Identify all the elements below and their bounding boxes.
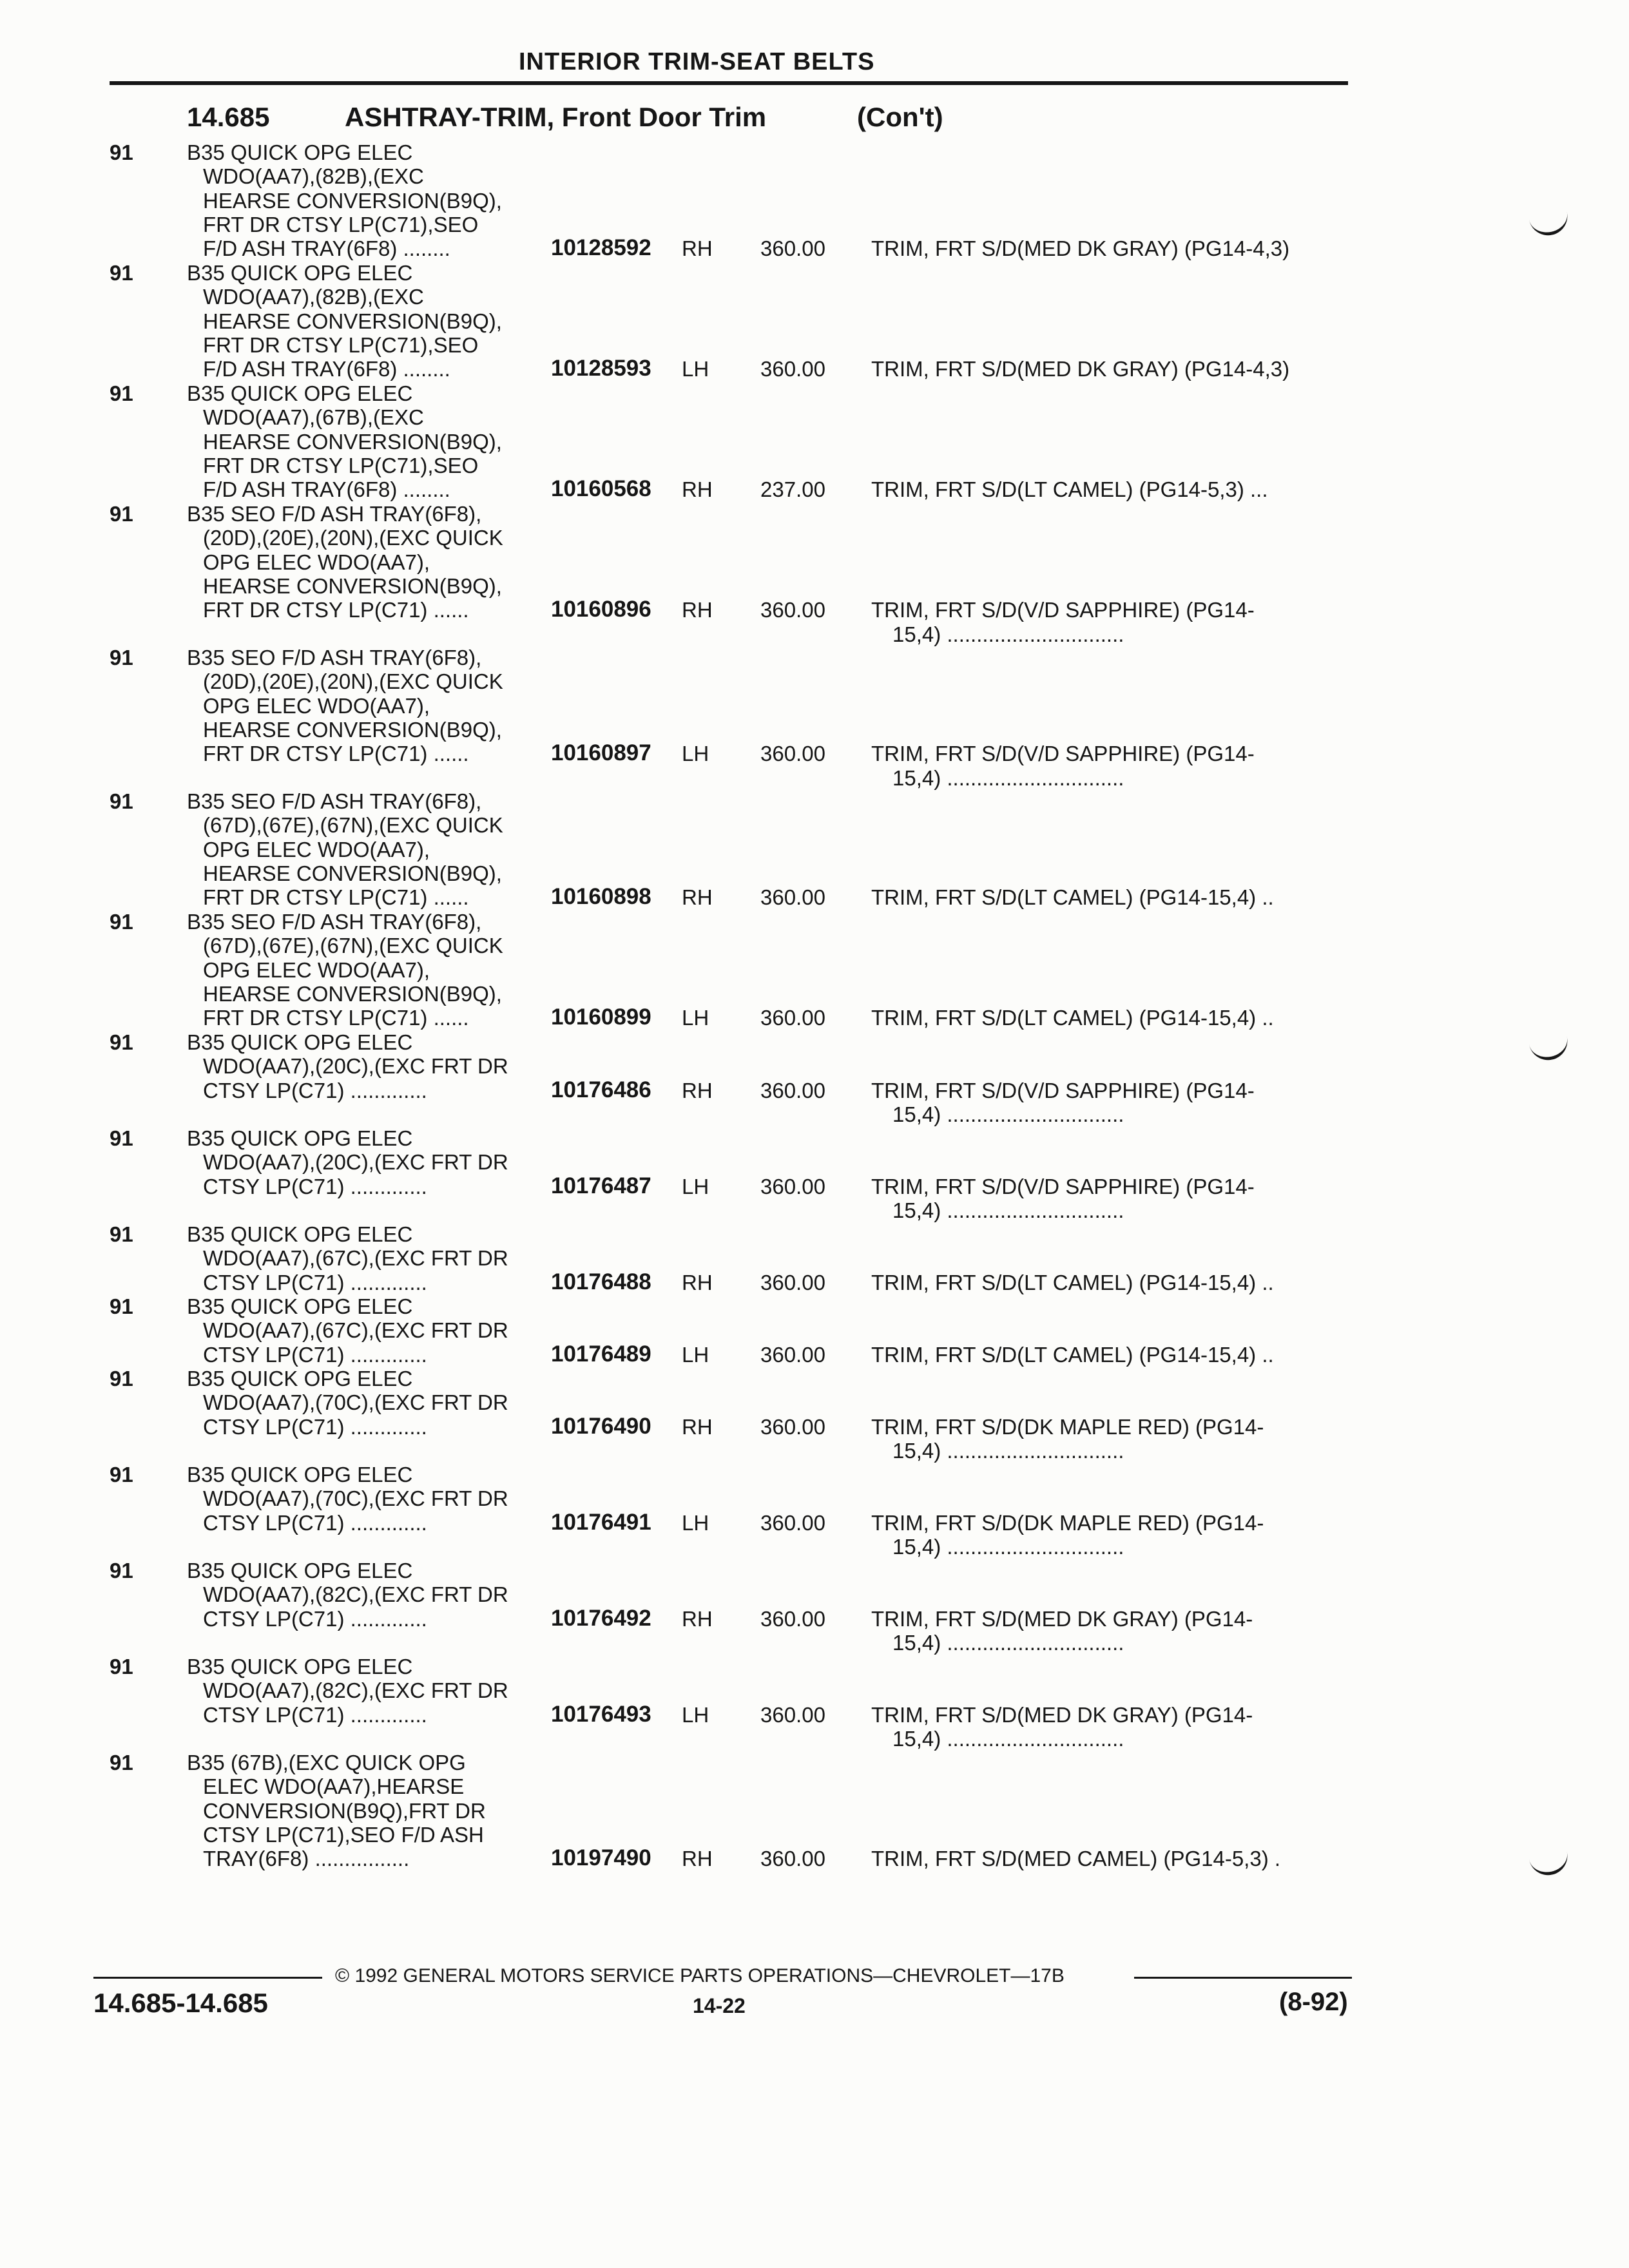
part-price: 360.00 [760, 1414, 825, 1439]
entry-count: 91 [110, 261, 133, 285]
part-remark: 15,4) .............................. [892, 1102, 1124, 1126]
description-line: CTSY LP(C71) ............. [203, 1174, 427, 1198]
part-price: 360.00 [760, 1510, 825, 1535]
part-side: RH [682, 1414, 713, 1439]
part-number: 10160897 [551, 740, 651, 766]
part-price: 360.00 [760, 357, 825, 381]
part-number: 10176490 [551, 1413, 651, 1439]
part-side: RH [682, 477, 713, 502]
description-line: ELEC WDO(AA7),HEARSE [203, 1774, 465, 1799]
part-side: RH [682, 885, 713, 910]
description-line: HEARSE CONVERSION(B9Q), [203, 429, 502, 454]
description-line: WDO(AA7),(20C),(EXC FRT DR [203, 1054, 508, 1079]
description-line: (67D),(67E),(67N),(EXC QUICK [203, 813, 503, 838]
part-number: 10197490 [551, 1845, 651, 1871]
entry-description [187, 261, 502, 381]
part-price: 360.00 [760, 742, 825, 766]
part-remark: TRIM, FRT S/D(V/D SAPPHIRE) (PG14- [871, 1174, 1255, 1198]
entry-count: 91 [110, 140, 133, 164]
description-line: WDO(AA7),(82C),(EXC FRT DR [203, 1582, 508, 1607]
part-side: RH [682, 1606, 713, 1631]
part-number: 10176492 [551, 1605, 651, 1631]
entry-description [187, 1463, 508, 1535]
description-line: CTSY LP(C71) ............. [203, 1702, 427, 1727]
description-line: CTSY LP(C71) ............. [203, 1414, 427, 1439]
part-number: 10160568 [551, 476, 651, 502]
part-side: RH [682, 598, 713, 622]
part-remark: TRIM, FRT S/D(LT CAMEL) (PG14-15,4) .. [871, 1342, 1274, 1367]
description-line: FRT DR CTSY LP(C71) ...... [203, 598, 469, 622]
part-number: 10176493 [551, 1701, 651, 1727]
part-number: 10176486 [551, 1077, 651, 1102]
part-number: 10176487 [551, 1173, 651, 1198]
part-price: 360.00 [760, 236, 825, 261]
description-line: FRT DR CTSY LP(C71),SEO [203, 453, 479, 477]
part-side: LH [682, 742, 709, 766]
description-line: HEARSE CONVERSION(B9Q), [203, 309, 502, 333]
entry-description [187, 910, 503, 1030]
description-line: (67D),(67E),(67N),(EXC QUICK [203, 934, 503, 958]
entry-count: 91 [110, 1655, 133, 1678]
entry-description [187, 1559, 508, 1631]
part-number: 10128593 [551, 356, 651, 381]
entry-count: 91 [110, 502, 133, 526]
entry-count: 91 [110, 1367, 133, 1390]
entry-description [187, 1751, 486, 1870]
description-line: B35 QUICK OPG ELEC [187, 1559, 413, 1582]
part-remark: TRIM, FRT S/D(DK MAPLE RED) (PG14- [871, 1510, 1264, 1535]
part-side: LH [682, 1510, 709, 1535]
part-remark: TRIM, FRT S/D(DK MAPLE RED) (PG14- [871, 1414, 1264, 1439]
part-remark: TRIM, FRT S/D(MED CAMEL) (PG14-5,3) . [871, 1847, 1281, 1871]
entry-count: 91 [110, 910, 133, 934]
entry-description [187, 646, 503, 765]
description-line: FRT DR CTSY LP(C71),SEO [203, 332, 479, 357]
part-number: 10160899 [551, 1004, 651, 1030]
entry-count: 91 [110, 1030, 133, 1054]
part-remark: TRIM, FRT S/D(V/D SAPPHIRE) (PG14- [871, 598, 1255, 622]
page-header-title: INTERIOR TRIM-SEAT BELTS [519, 48, 875, 75]
entry-description [187, 1222, 508, 1294]
entry-description [187, 1126, 508, 1198]
description-line: B35 SEO F/D ASH TRAY(6F8), [187, 789, 482, 813]
description-line: B35 QUICK OPG ELEC [187, 140, 413, 164]
description-line: B35 (67B),(EXC QUICK OPG [187, 1751, 466, 1774]
entry-description [187, 789, 503, 909]
description-line: WDO(AA7),(70C),(EXC FRT DR [203, 1486, 508, 1511]
description-line: B35 QUICK OPG ELEC [187, 1222, 413, 1246]
entry-count: 91 [110, 381, 133, 405]
description-line: (20D),(20E),(20N),(EXC QUICK [203, 669, 503, 694]
part-price: 360.00 [760, 1006, 825, 1030]
entry-description [187, 1030, 508, 1102]
entry-description [187, 502, 503, 622]
description-line: WDO(AA7),(20C),(EXC FRT DR [203, 1150, 508, 1175]
part-number: 10128592 [551, 235, 651, 261]
description-line: B35 QUICK OPG ELEC [187, 1126, 413, 1150]
part-remark: TRIM, FRT S/D(LT CAMEL) (PG14-15,4) .. [871, 1006, 1274, 1030]
description-line: B35 QUICK OPG ELEC [187, 1655, 413, 1678]
part-side: RH [682, 1270, 713, 1294]
footer-range: 14.685-14.685 [93, 1988, 268, 2018]
part-side: RH [682, 236, 713, 261]
description-line: WDO(AA7),(70C),(EXC FRT DR [203, 1390, 508, 1415]
entry-count: 91 [110, 646, 133, 669]
entry-description [187, 1655, 508, 1727]
part-side: LH [682, 357, 709, 381]
description-line: WDO(AA7),(82B),(EXC [203, 285, 424, 309]
part-remark: 15,4) .............................. [892, 1198, 1124, 1222]
footer-date: (8-92) [1279, 1988, 1348, 2016]
description-line: HEARSE CONVERSION(B9Q), [203, 861, 502, 885]
part-price: 360.00 [760, 1078, 825, 1102]
entry-description [187, 1367, 508, 1439]
description-line: CTSY LP(C71) ............. [203, 1078, 427, 1102]
footer-rule-left [93, 1977, 322, 1979]
description-line: FRT DR CTSY LP(C71) ...... [203, 1006, 469, 1030]
check-mark-icon [1528, 1033, 1571, 1064]
part-side: LH [682, 1174, 709, 1198]
description-line: CTSY LP(C71) ............. [203, 1510, 427, 1535]
footer-rule-right [1134, 1977, 1352, 1979]
description-line: HEARSE CONVERSION(B9Q), [203, 981, 502, 1006]
description-line: B35 SEO F/D ASH TRAY(6F8), [187, 646, 482, 669]
part-price: 360.00 [760, 598, 825, 622]
part-number: 10160896 [551, 597, 651, 622]
part-price: 360.00 [760, 1270, 825, 1294]
entry-count: 91 [110, 1751, 133, 1774]
part-remark: TRIM, FRT S/D(LT CAMEL) (PG14-15,4) .. [871, 1270, 1274, 1294]
description-line: HEARSE CONVERSION(B9Q), [203, 573, 502, 598]
description-line: B35 SEO F/D ASH TRAY(6F8), [187, 502, 482, 526]
part-remark: TRIM, FRT S/D(LT CAMEL) (PG14-15,4) .. [871, 885, 1274, 910]
part-remark: TRIM, FRT S/D(MED DK GRAY) (PG14-4,3) [871, 357, 1290, 381]
part-remark: TRIM, FRT S/D(MED DK GRAY) (PG14- [871, 1702, 1253, 1727]
check-mark-icon [1528, 1849, 1571, 1879]
part-side: LH [682, 1702, 709, 1727]
part-number: 10176488 [551, 1269, 651, 1294]
description-line: WDO(AA7),(67C),(EXC FRT DR [203, 1246, 508, 1271]
part-remark: 15,4) .............................. [892, 765, 1124, 790]
section-number: 14.685 [187, 102, 270, 132]
description-line: CTSY LP(C71),SEO F/D ASH [203, 1822, 484, 1847]
description-line: OPG ELEC WDO(AA7), [203, 837, 430, 861]
description-line: HEARSE CONVERSION(B9Q), [203, 717, 502, 742]
description-line: OPG ELEC WDO(AA7), [203, 550, 430, 574]
description-line: CTSY LP(C71) ............. [203, 1342, 427, 1367]
part-number: 10176491 [551, 1509, 651, 1535]
part-side: LH [682, 1342, 709, 1367]
part-remark: TRIM, FRT S/D(V/D SAPPHIRE) (PG14- [871, 742, 1255, 766]
part-price: 360.00 [760, 1702, 825, 1727]
header-rule [110, 81, 1348, 85]
entry-count: 91 [110, 1559, 133, 1582]
section-continued: (Con't) [857, 102, 943, 132]
entry-description [187, 381, 502, 501]
description-line: HEARSE CONVERSION(B9Q), [203, 188, 502, 213]
description-line: F/D ASH TRAY(6F8) ........ [203, 236, 450, 261]
part-side: RH [682, 1847, 713, 1871]
entry-count: 91 [110, 1294, 133, 1318]
part-remark: 15,4) .............................. [892, 1438, 1124, 1463]
part-price: 360.00 [760, 1606, 825, 1631]
section-title: ASHTRAY-TRIM, Front Door Trim [345, 102, 767, 132]
description-line: (20D),(20E),(20N),(EXC QUICK [203, 526, 503, 550]
part-number: 10176489 [551, 1341, 651, 1367]
description-line: F/D ASH TRAY(6F8) ........ [203, 477, 450, 502]
entry-count: 91 [110, 1463, 133, 1486]
part-remark: TRIM, FRT S/D(MED DK GRAY) (PG14-4,3) [871, 236, 1290, 261]
part-side: LH [682, 1006, 709, 1030]
footer-copyright: © 1992 GENERAL MOTORS SERVICE PARTS OPERATIONS—CHEVROLET—17B [335, 1965, 1065, 1986]
description-line: B35 QUICK OPG ELEC [187, 1367, 413, 1390]
entry-description [187, 1294, 508, 1367]
part-price: 360.00 [760, 1847, 825, 1871]
entry-count: 91 [110, 789, 133, 813]
part-price: 360.00 [760, 1342, 825, 1367]
part-remark: 15,4) .............................. [892, 622, 1124, 646]
description-line: WDO(AA7),(67C),(EXC FRT DR [203, 1318, 508, 1343]
part-number: 10160898 [551, 884, 651, 910]
description-line: WDO(AA7),(82C),(EXC FRT DR [203, 1678, 508, 1703]
part-remark: TRIM, FRT S/D(LT CAMEL) (PG14-5,3) ... [871, 477, 1268, 502]
description-line: B35 QUICK OPG ELEC [187, 261, 413, 285]
check-mark-icon [1528, 209, 1571, 239]
description-line: FRT DR CTSY LP(C71) ...... [203, 742, 469, 766]
description-line: FRT DR CTSY LP(C71),SEO [203, 212, 479, 236]
description-line: B35 QUICK OPG ELEC [187, 381, 413, 405]
description-line: CONVERSION(B9Q),FRT DR [203, 1798, 486, 1823]
entry-count: 91 [110, 1126, 133, 1150]
part-remark: 15,4) .............................. [892, 1630, 1124, 1655]
description-line: F/D ASH TRAY(6F8) ........ [203, 357, 450, 381]
description-line: WDO(AA7),(67B),(EXC [203, 405, 424, 430]
description-line: B35 QUICK OPG ELEC [187, 1294, 413, 1318]
part-side: RH [682, 1078, 713, 1102]
part-remark: TRIM, FRT S/D(V/D SAPPHIRE) (PG14- [871, 1078, 1255, 1102]
description-line: B35 QUICK OPG ELEC [187, 1463, 413, 1486]
part-price: 237.00 [760, 477, 825, 502]
description-line: CTSY LP(C71) ............. [203, 1270, 427, 1294]
description-line: FRT DR CTSY LP(C71) ...... [203, 885, 469, 910]
entry-count: 91 [110, 1222, 133, 1246]
part-remark: 15,4) .............................. [892, 1726, 1124, 1751]
description-line: WDO(AA7),(82B),(EXC [203, 164, 424, 189]
description-line: CTSY LP(C71) ............. [203, 1606, 427, 1631]
entry-description [187, 140, 502, 260]
part-remark: TRIM, FRT S/D(MED DK GRAY) (PG14- [871, 1606, 1253, 1631]
part-remark: 15,4) .............................. [892, 1534, 1124, 1559]
description-line: OPG ELEC WDO(AA7), [203, 957, 430, 982]
footer-page-number: 14-22 [693, 1994, 746, 2017]
description-line: B35 QUICK OPG ELEC [187, 1030, 413, 1054]
description-line: TRAY(6F8) ................ [203, 1847, 410, 1871]
part-price: 360.00 [760, 885, 825, 910]
part-price: 360.00 [760, 1174, 825, 1198]
description-line: B35 SEO F/D ASH TRAY(6F8), [187, 910, 482, 934]
description-line: OPG ELEC WDO(AA7), [203, 693, 430, 718]
